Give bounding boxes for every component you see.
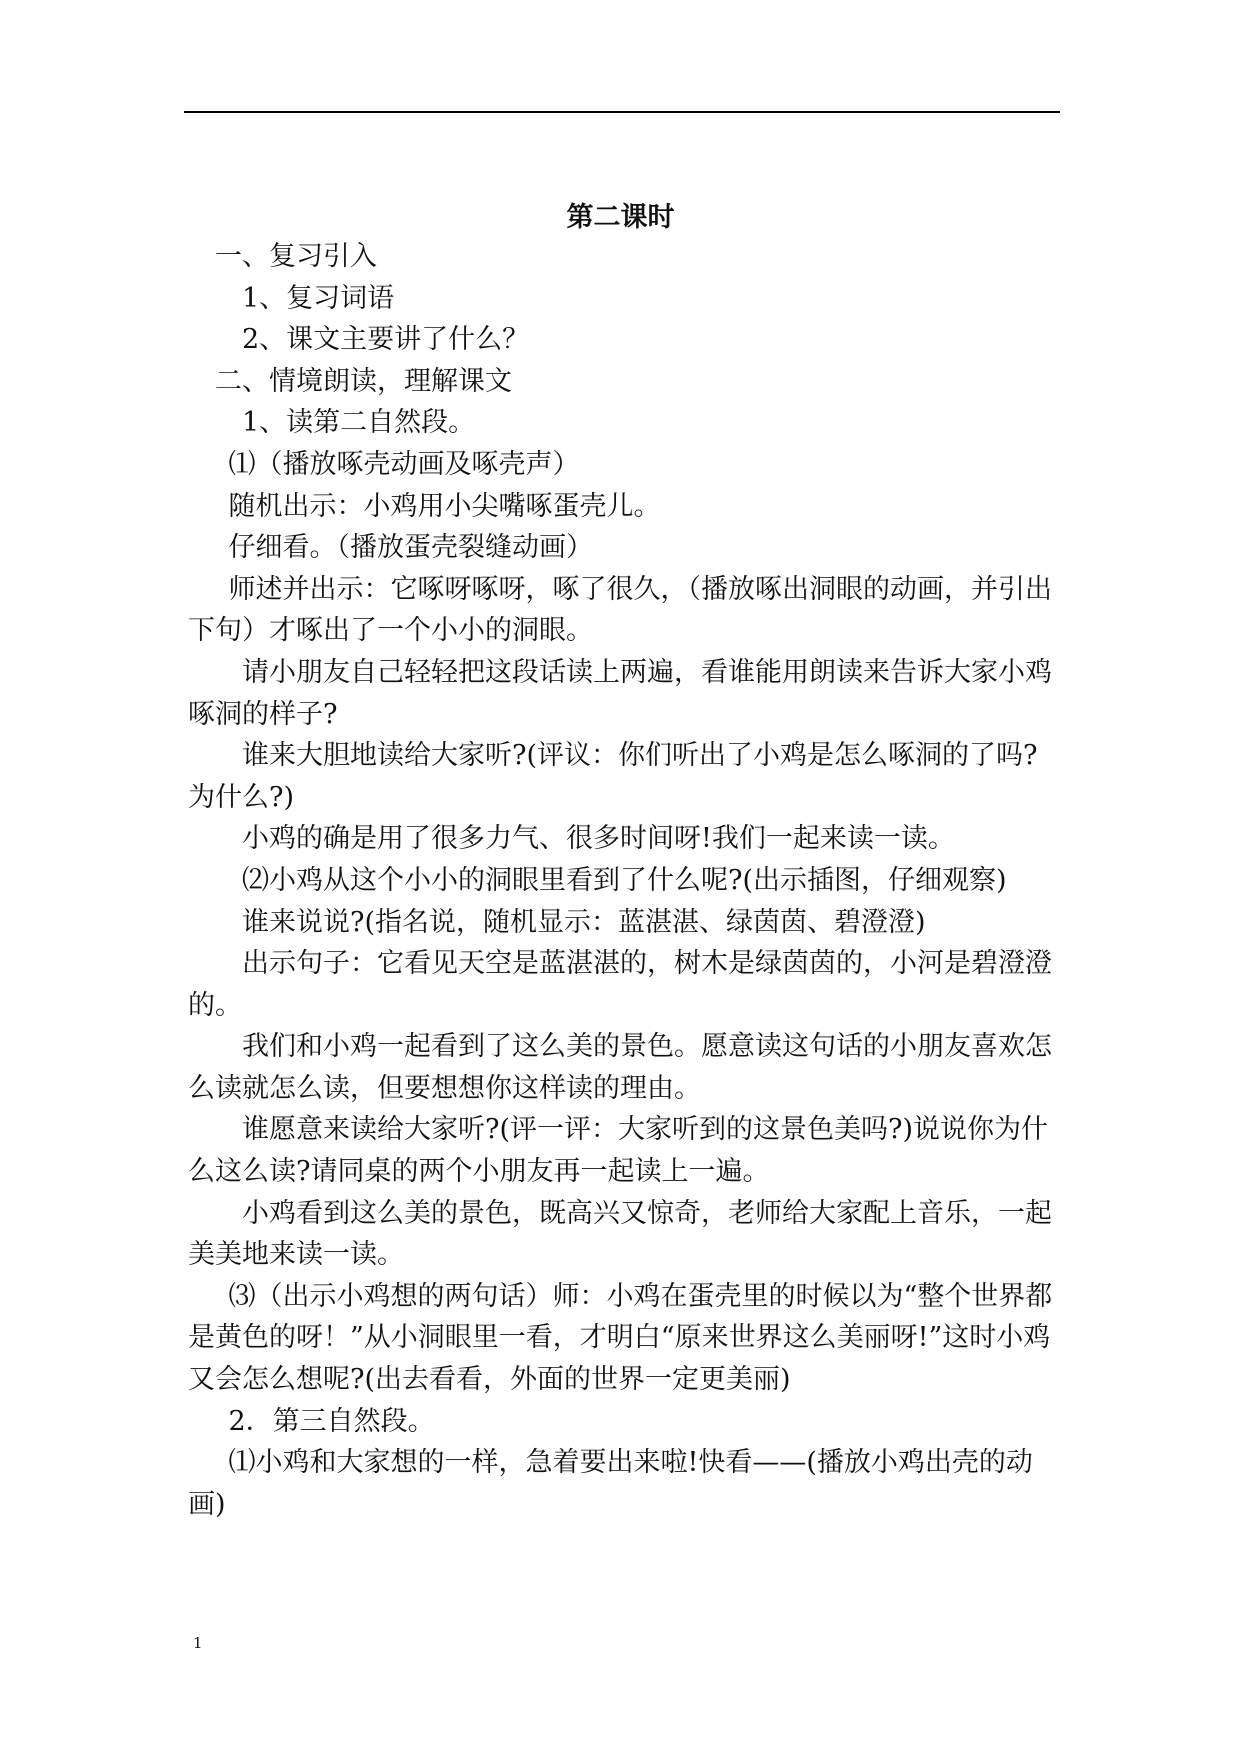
paragraph: 我们和小鸡一起看到了这么美的景色。愿意读这句话的小朋友喜欢怎么读就怎么读，但要想想你这样读的理由。 — [188, 1031, 1052, 1104]
paragraph: ⑵小鸡从这个小小的洞眼里看到了什么呢?(出示插图，仔细观察) — [242, 864, 1007, 896]
paragraph: 谁来说说?(指名说，随机显示：蓝湛湛、绿茵茵、碧澄澄) — [242, 906, 926, 938]
paragraph: 1、复习词语 — [242, 282, 395, 314]
paragraph: 谁来大胆地读给大家听?(评议：你们听出了小鸡是怎么啄洞的了吗?为什么?) — [188, 740, 1038, 813]
paragraph: 出示句子：它看见天空是蓝湛湛的，树木是绿茵茵的，小河是碧澄澄的。 — [188, 948, 1052, 1021]
paragraph: 1、读第二自然段。 — [242, 407, 476, 439]
document-body — [188, 236, 1054, 1525]
paragraph: 师述并出示：它啄呀啄呀，啄了很久，（播放啄出洞眼的动画，并引出下句）才啄出了一个小小的洞眼。 — [188, 573, 1052, 647]
page-number: 1 — [193, 1634, 203, 1652]
paragraph: ⑶（出示小鸡想的两句话）师：小鸡在蛋壳里的时候以为“整个世界都是黄色的呀！”从小洞眼里一看，才明白“原来世界这么美丽呀!”这时小鸡又会怎么想呢?(出去看看，外面的世界一定更美丽) — [188, 1280, 1053, 1396]
paragraph: 2、课文主要讲了什么？ — [242, 324, 530, 356]
paragraph: 小鸡的确是用了很多力气、很多时间呀!我们一起来读一读。 — [242, 823, 955, 855]
paragraph: 随机出示：小鸡用小尖嘴啄蛋壳儿。 — [228, 490, 661, 522]
header-rule — [184, 111, 1060, 113]
paragraph: 一、复习引入 — [215, 241, 377, 272]
page-title: 第二课时 — [566, 202, 675, 233]
paragraph: 谁愿意来读给大家听?(评一评：大家听到的这景色美吗?)说说你为什么这么读?请同桌的两个小朋友再一起读上一遍。 — [188, 1114, 1049, 1188]
paragraph: ⑴小鸡和大家想的一样，急着要出来啦!快看——(播放小鸡出壳的动画) — [188, 1447, 1033, 1520]
paragraph: ⑴（播放啄壳动画及啄壳声） — [228, 448, 580, 480]
paragraph: 2．第三自然段。 — [228, 1405, 435, 1437]
paragraph: 请小朋友自己轻轻把这段话读上两遍，看谁能用朗读来告诉大家小鸡啄洞的样子? — [188, 656, 1052, 730]
paragraph: 小鸡看到这么美的景色，既高兴又惊奇，老师给大家配上音乐，一起美美地来读一读。 — [188, 1197, 1052, 1271]
paragraph: 仔细看。（播放蛋壳裂缝动画） — [228, 532, 593, 564]
paragraph: 二、情境朗读，理解课文 — [215, 365, 512, 397]
